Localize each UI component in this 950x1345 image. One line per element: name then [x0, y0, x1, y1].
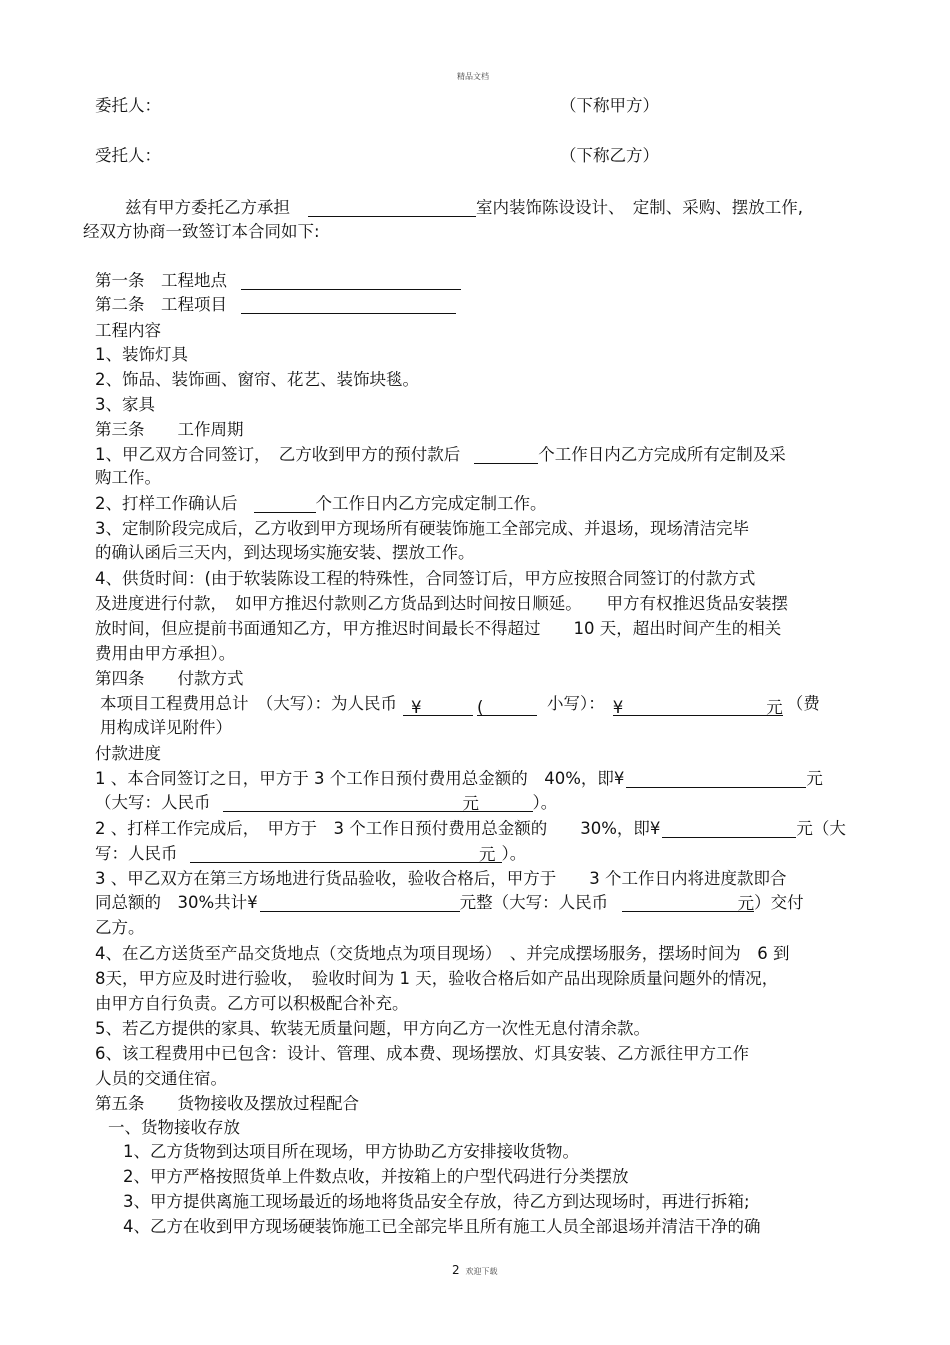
- article3-line4-b: 及进度进行付款， 如甲方推迟付款则乙方货品到达时间按日顺延。 甲方有权推迟货品安装摆: [95, 594, 788, 613]
- article3-line3-cont: 的确认函后三天内，到达现场实施安装、摆放工作。: [95, 543, 475, 562]
- content-item-1: 1、装饰灯具: [95, 345, 188, 364]
- article3-line2: 2、打样工作确认后 个工作日内乙方完成定制工作。: [95, 494, 547, 513]
- article5-title: 第五条 货物接收及摆放过程配合: [95, 1094, 359, 1113]
- payment-5: 5、若乙方提供的家具、软装无质量问题，甲方向乙方一次性无息付清余款。: [95, 1019, 650, 1038]
- article5-item-1: 1、乙方货物到达项目所在现场，甲方协助乙方安排接收货物。: [123, 1142, 579, 1161]
- payment-2: 2 、打样工作完成后， 甲方于 3 个工作日预付费用总金额的 30%，即¥ 元（大: [95, 819, 846, 838]
- article3-line3: 3、定制阶段完成后，乙方收到甲方现场所有硬装饰施工全部完成、并退场，现场清洁完毕: [95, 519, 749, 538]
- footer-note: 欢迎下载: [465, 1267, 498, 1276]
- article4-total: 本项目工程费用总计 （大写）：为人民币 ¥ ( 小写）： ¥ 元 （费: [100, 694, 820, 717]
- payment-1: 1 、本合同签订之日，甲方于 3 个工作日预付费用总金额的 40%，即¥ 元: [95, 769, 823, 788]
- footer: [452, 1259, 497, 1283]
- location-blank: [241, 271, 461, 290]
- content-item-2: 2、饰品、装饰画、窗帘、花艺、装饰块毯。: [95, 370, 419, 389]
- client-alias: （下称甲方）: [560, 96, 659, 115]
- project-blank: [308, 198, 476, 217]
- article3-line4-c: 放时间，但应提前书面通知乙方，甲方推迟时间最长不得超过 10 天，超出时间产生的相关: [95, 619, 782, 638]
- article3-line4-d: 费用由甲方承担）。: [95, 644, 236, 663]
- article3-title: 第三条 工作周期: [95, 420, 244, 439]
- payment-3-end: 乙方。: [95, 918, 145, 937]
- payment-3: 3 、甲乙双方在第三方场地进行货品验收，验收合格后，甲方于 3 个工作日内将进度款即合: [95, 869, 787, 888]
- article4-title: 第四条 付款方式: [95, 669, 244, 688]
- client-label: 委托人：: [95, 96, 161, 115]
- article5-item-2: 2、甲方严格按照货单上件数点收，并按箱上的户型代码进行分类摆放: [123, 1167, 629, 1186]
- payment-6-cont: 人员的交通住宿。: [95, 1069, 227, 1088]
- article3-line4: 4、供货时间：(由于软装陈设工程的特殊性，合同签订后，甲方应按照合同签订的付款方式: [95, 569, 756, 588]
- payment-6: 6、该工程费用中已包含：设计、管理、成本费、现场摆放、灯具安装、乙方派往甲方工作: [95, 1044, 749, 1063]
- payment-4-b: 8天，甲方应及时进行验收， 验收时间为 1 天，验收合格后如产品出现除质量问题外的情况，: [95, 969, 779, 988]
- payment-1-cont: （大写：人民币 元 ）。: [95, 793, 558, 813]
- intro-line1: 兹有甲方委托乙方承担 室内装饰陈设设计、 定制、采购、摆放工作,: [125, 198, 803, 217]
- article2: 第二条 工程项目: [95, 294, 456, 316]
- payment-2-cont: 写：人民币 元 ）。: [95, 844, 527, 864]
- article3-line1: 1、甲乙双方合同签订， 乙方收到甲方的预付款后 个工作日内乙方完成所有定制及采: [95, 445, 786, 464]
- article5-item-3: 3、甲方提供离施工现场最近的场地将货品安全存放，待乙方到达现场时，再进行拆箱;: [123, 1192, 750, 1211]
- content-title: 工程内容: [95, 321, 161, 340]
- article5-item-4: 4、乙方在收到甲方现场硬装饰施工已全部完毕且所有施工人员全部退场并清洁干净的确: [123, 1217, 761, 1236]
- contractor-label: 受托人：: [95, 146, 161, 165]
- article3-line1-cont: 购工作。: [95, 468, 161, 487]
- content-item-3: 3、家具: [95, 395, 155, 414]
- page-number: 2: [452, 1263, 460, 1277]
- payment-4: 4、在乙方送货至产品交货地点（交货地点为项目现场） 、并完成摆场服务，摆场时间为 6 到: [95, 944, 790, 963]
- payment-schedule-title: 付款进度: [95, 744, 161, 763]
- payment-3-cont: 同总额的 30%共计¥ 元整（大写：人民币 元 ）交付: [95, 893, 804, 913]
- intro-line2: 经双方协商一致签订本合同如下:: [83, 222, 320, 241]
- header-watermark: 精品文档: [457, 72, 489, 81]
- article4-total-cont: 用构成详见附件）: [100, 718, 232, 737]
- article1: 第一条 工程地点: [95, 270, 461, 292]
- article5-sub1: 一、货物接收存放: [108, 1118, 240, 1137]
- project-item-blank: [241, 295, 456, 314]
- contractor-alias: （下称乙方）: [560, 146, 659, 165]
- payment-4-c: 由甲方自行负责。乙方可以积极配合补充。: [95, 994, 409, 1013]
